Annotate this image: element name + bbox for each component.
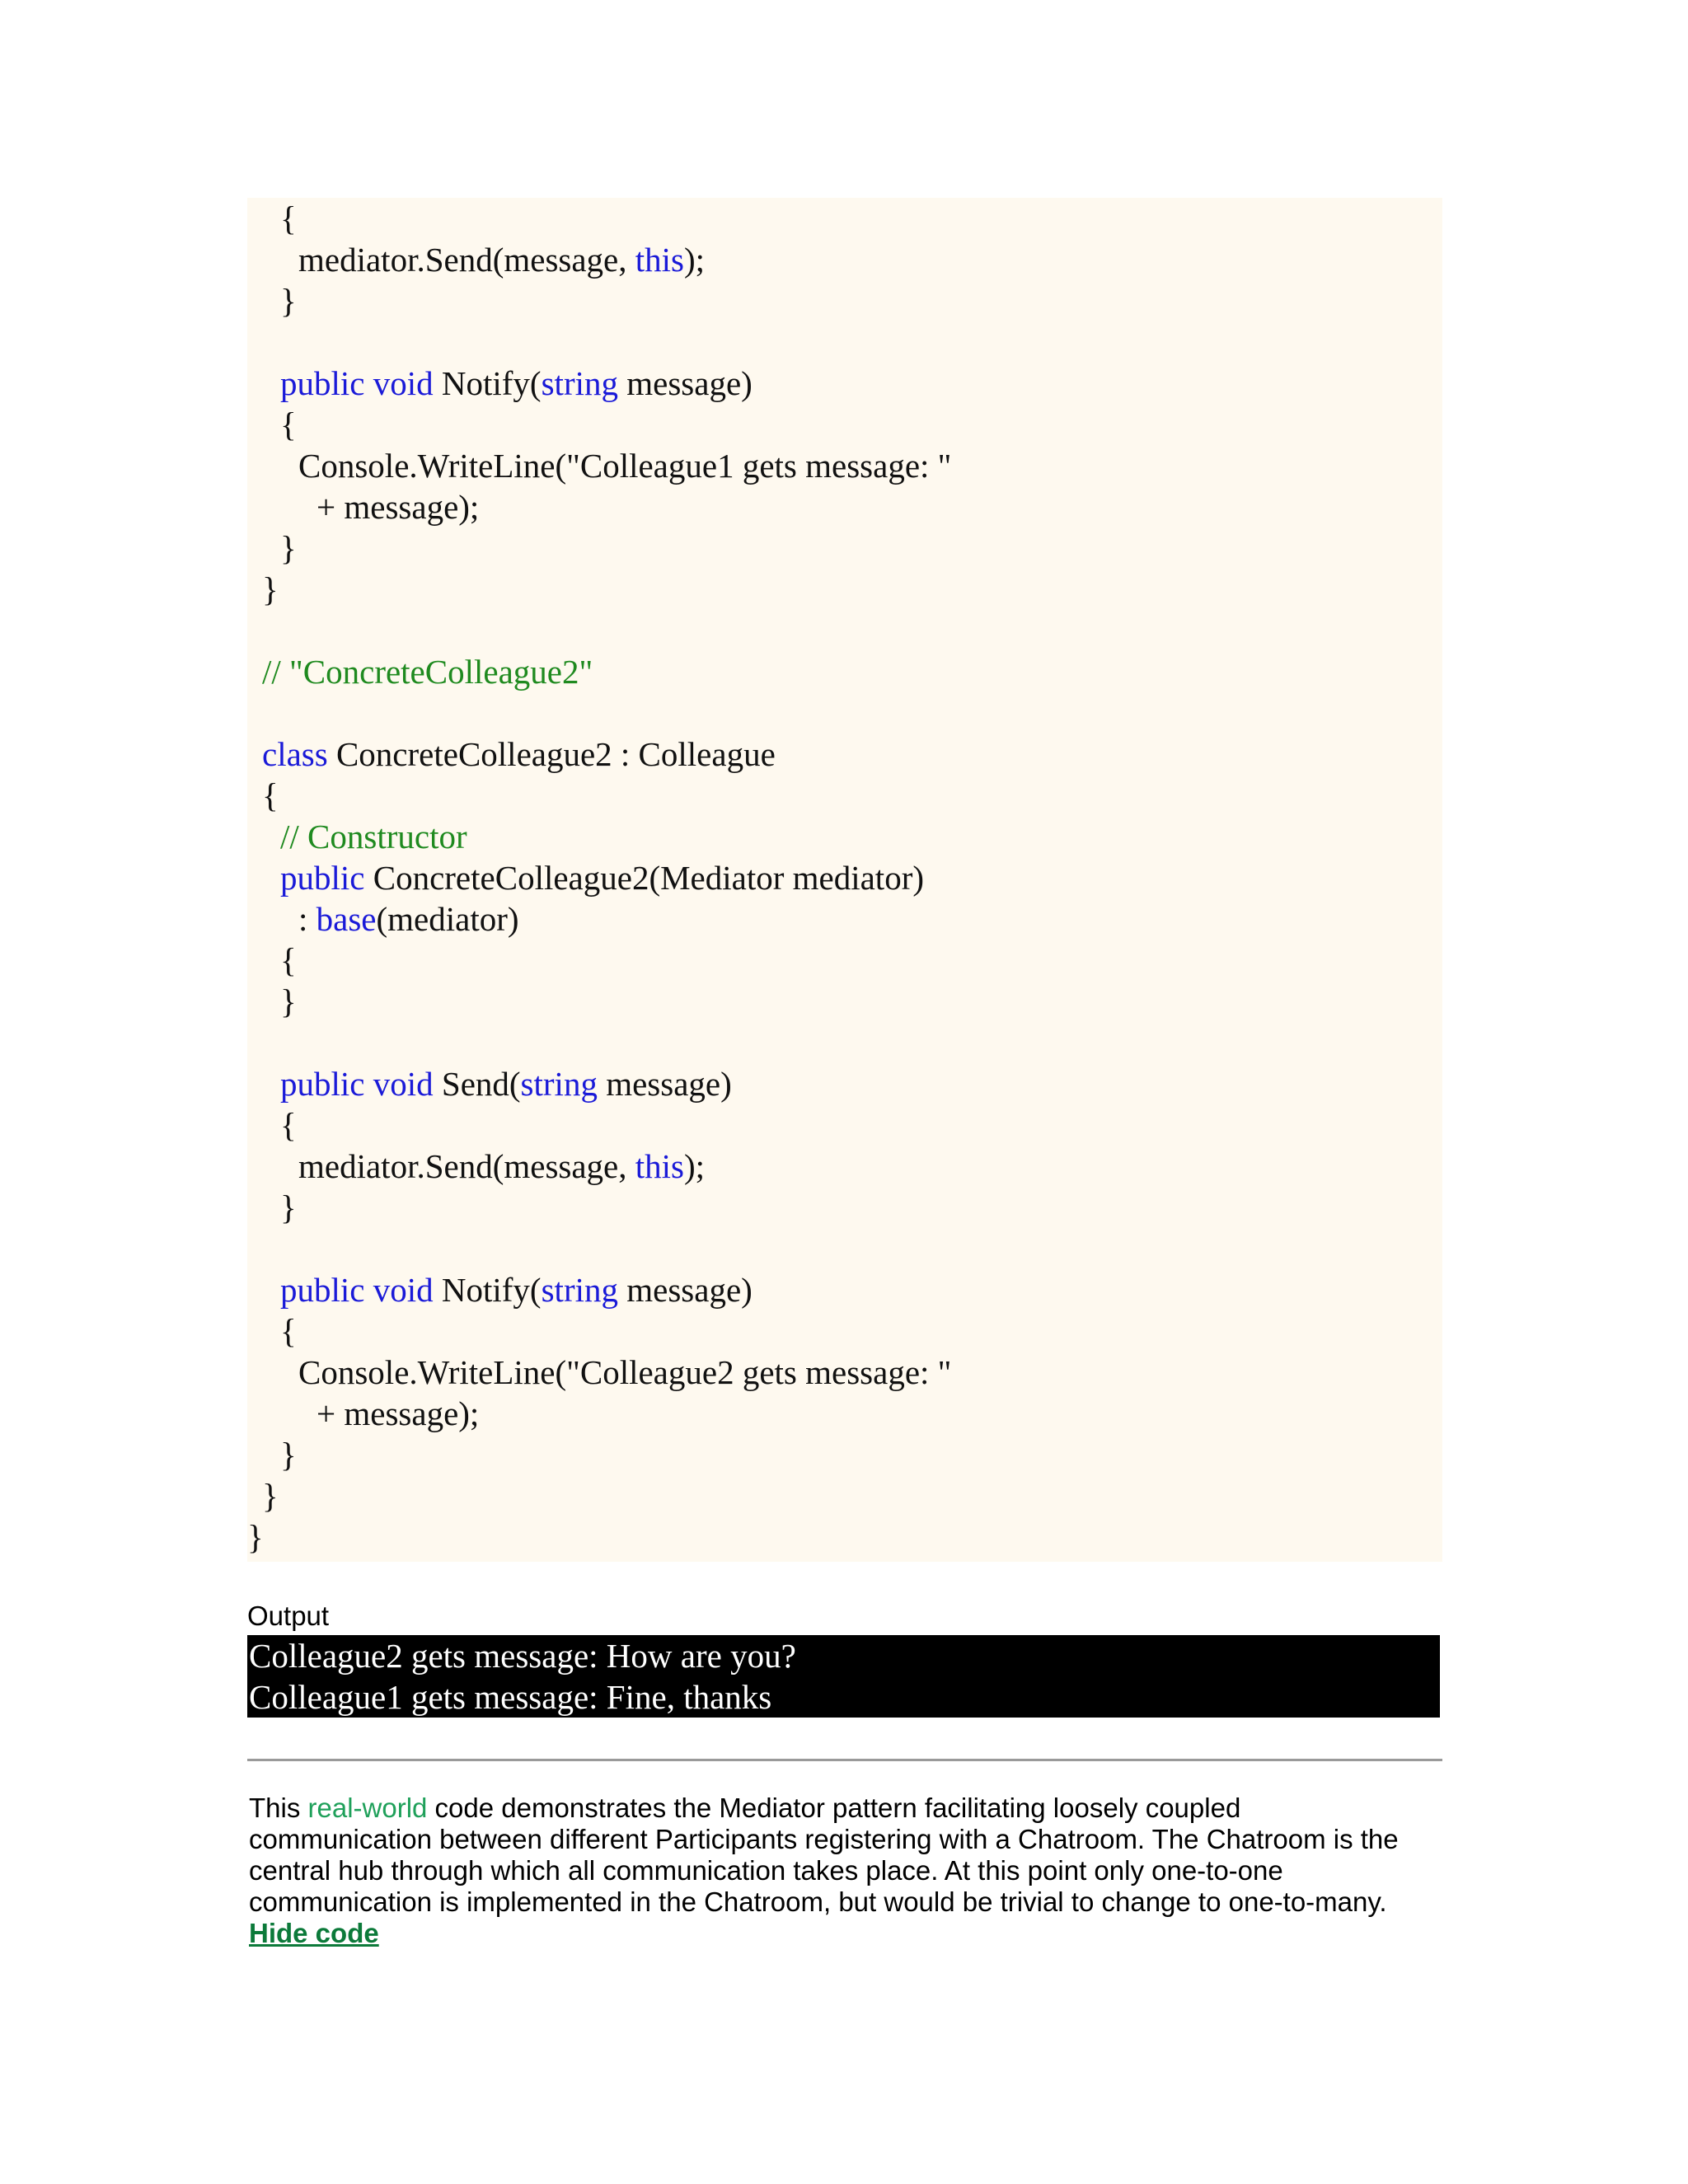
- code-text: Console.WriteLine("Colleague1 gets message: ": [298, 447, 952, 485]
- code-text: message): [618, 364, 753, 402]
- code-line: [280, 1104, 297, 1146]
- code-text: );: [684, 1147, 706, 1185]
- code-text: Send(: [433, 1065, 521, 1103]
- code-text: }: [280, 1436, 297, 1474]
- code-keyword: void: [373, 364, 434, 402]
- code-line: [280, 940, 297, 981]
- code-text: );: [684, 241, 706, 279]
- description-line: communication is implemented in the Chatroom, but would be trivial to change to one-to-many.: [249, 1886, 1387, 1917]
- code-line: [280, 1434, 297, 1475]
- code-keyword: public: [280, 1271, 365, 1309]
- code-line: [280, 857, 924, 898]
- code-line: [316, 486, 479, 527]
- code-text: {: [280, 405, 297, 443]
- description-text: code demonstrates the Mediator pattern facilitating loosely coupled: [427, 1793, 1241, 1823]
- output-console: [247, 1635, 1440, 1718]
- code-text: {: [280, 1312, 297, 1350]
- code-text: ConcreteColleague2 : Colleague: [327, 735, 776, 773]
- code-line: [298, 445, 951, 486]
- code-text: }: [262, 570, 279, 608]
- hide-code-link[interactable]: Hide code: [249, 1918, 379, 1948]
- code-line: [280, 1063, 732, 1104]
- code-line: [280, 363, 753, 404]
- code-text: Notify(: [433, 364, 542, 402]
- code-line: [280, 981, 297, 1022]
- code-line: [247, 1516, 264, 1558]
- code-keyword: base: [316, 900, 377, 938]
- code-line: [280, 1310, 297, 1352]
- code-keyword: class: [262, 735, 328, 773]
- code-text: mediator.Send(message,: [298, 1147, 635, 1185]
- code-text: (mediator): [376, 900, 519, 938]
- code-keyword: void: [373, 1065, 434, 1103]
- code-text: mediator.Send(message,: [298, 241, 635, 279]
- code-text: [364, 1271, 373, 1309]
- code-keyword: string: [541, 364, 618, 402]
- code-line: [262, 569, 279, 610]
- code-text: {: [280, 941, 297, 979]
- code-line: [280, 527, 297, 569]
- code-line: [298, 1146, 705, 1187]
- output-label: Output: [247, 1601, 330, 1631]
- code-keyword: this: [635, 241, 685, 279]
- code-line: [298, 239, 705, 280]
- code-keyword: string: [541, 1271, 618, 1309]
- code-keyword: public: [280, 859, 365, 897]
- code-line: [262, 775, 279, 816]
- divider: [247, 1759, 1442, 1761]
- code-line: [262, 1475, 279, 1516]
- description-line: central hub through which all communication takes place. At this point only one-to-one: [249, 1855, 1283, 1886]
- code-text: + message);: [316, 1394, 480, 1432]
- code-text: [364, 364, 373, 402]
- code-text: Console.WriteLine("Colleague2 gets message: ": [298, 1353, 952, 1391]
- code-text: }: [262, 1477, 279, 1515]
- code-line: [262, 733, 776, 775]
- code-text: message): [597, 1065, 732, 1103]
- code-line: [298, 1352, 951, 1393]
- code-line: [280, 198, 297, 239]
- code-keyword: string: [520, 1065, 598, 1103]
- code-line: [280, 1269, 753, 1310]
- output-line: Colleague2 gets message: How are you?: [249, 1637, 796, 1675]
- code-keyword: public: [280, 364, 365, 402]
- description: [249, 1793, 1444, 1949]
- real-world-link[interactable]: real-world: [307, 1793, 428, 1823]
- code-keyword: public: [280, 1065, 365, 1103]
- code-comment: // Constructor: [280, 818, 467, 855]
- code-comment: // "ConcreteColleague2": [262, 653, 593, 691]
- code-line: [298, 898, 519, 940]
- code-text: }: [280, 982, 297, 1020]
- code-text: :: [298, 900, 316, 938]
- code-text: {: [280, 199, 297, 237]
- code-text: }: [280, 282, 297, 320]
- code-text: }: [280, 1188, 297, 1226]
- code-block: [247, 198, 1442, 1562]
- code-line: [280, 816, 467, 857]
- code-text: {: [262, 776, 279, 814]
- code-text: }: [280, 529, 297, 567]
- code-keyword: void: [373, 1271, 434, 1309]
- code-line: [262, 651, 593, 692]
- code-text: Notify(: [433, 1271, 542, 1309]
- code-line: [280, 280, 297, 321]
- description-line: communication between different Participants registering with a Chatroom. The Chatroom is the: [249, 1824, 1399, 1854]
- code-line: [316, 1393, 479, 1434]
- code-text: + message);: [316, 488, 480, 526]
- code-line: [280, 1187, 297, 1228]
- description-prefix: This: [249, 1793, 308, 1823]
- code-text: {: [280, 1106, 297, 1144]
- code-text: message): [618, 1271, 753, 1309]
- output-line: Colleague1 gets message: Fine, thanks: [249, 1678, 772, 1716]
- description-line: [249, 1793, 1444, 1824]
- code-text: }: [247, 1518, 264, 1556]
- code-text: ConcreteColleague2(Mediator mediator): [364, 859, 925, 897]
- code-line: [280, 404, 297, 445]
- code-keyword: this: [635, 1147, 685, 1185]
- code-text: [364, 1065, 373, 1103]
